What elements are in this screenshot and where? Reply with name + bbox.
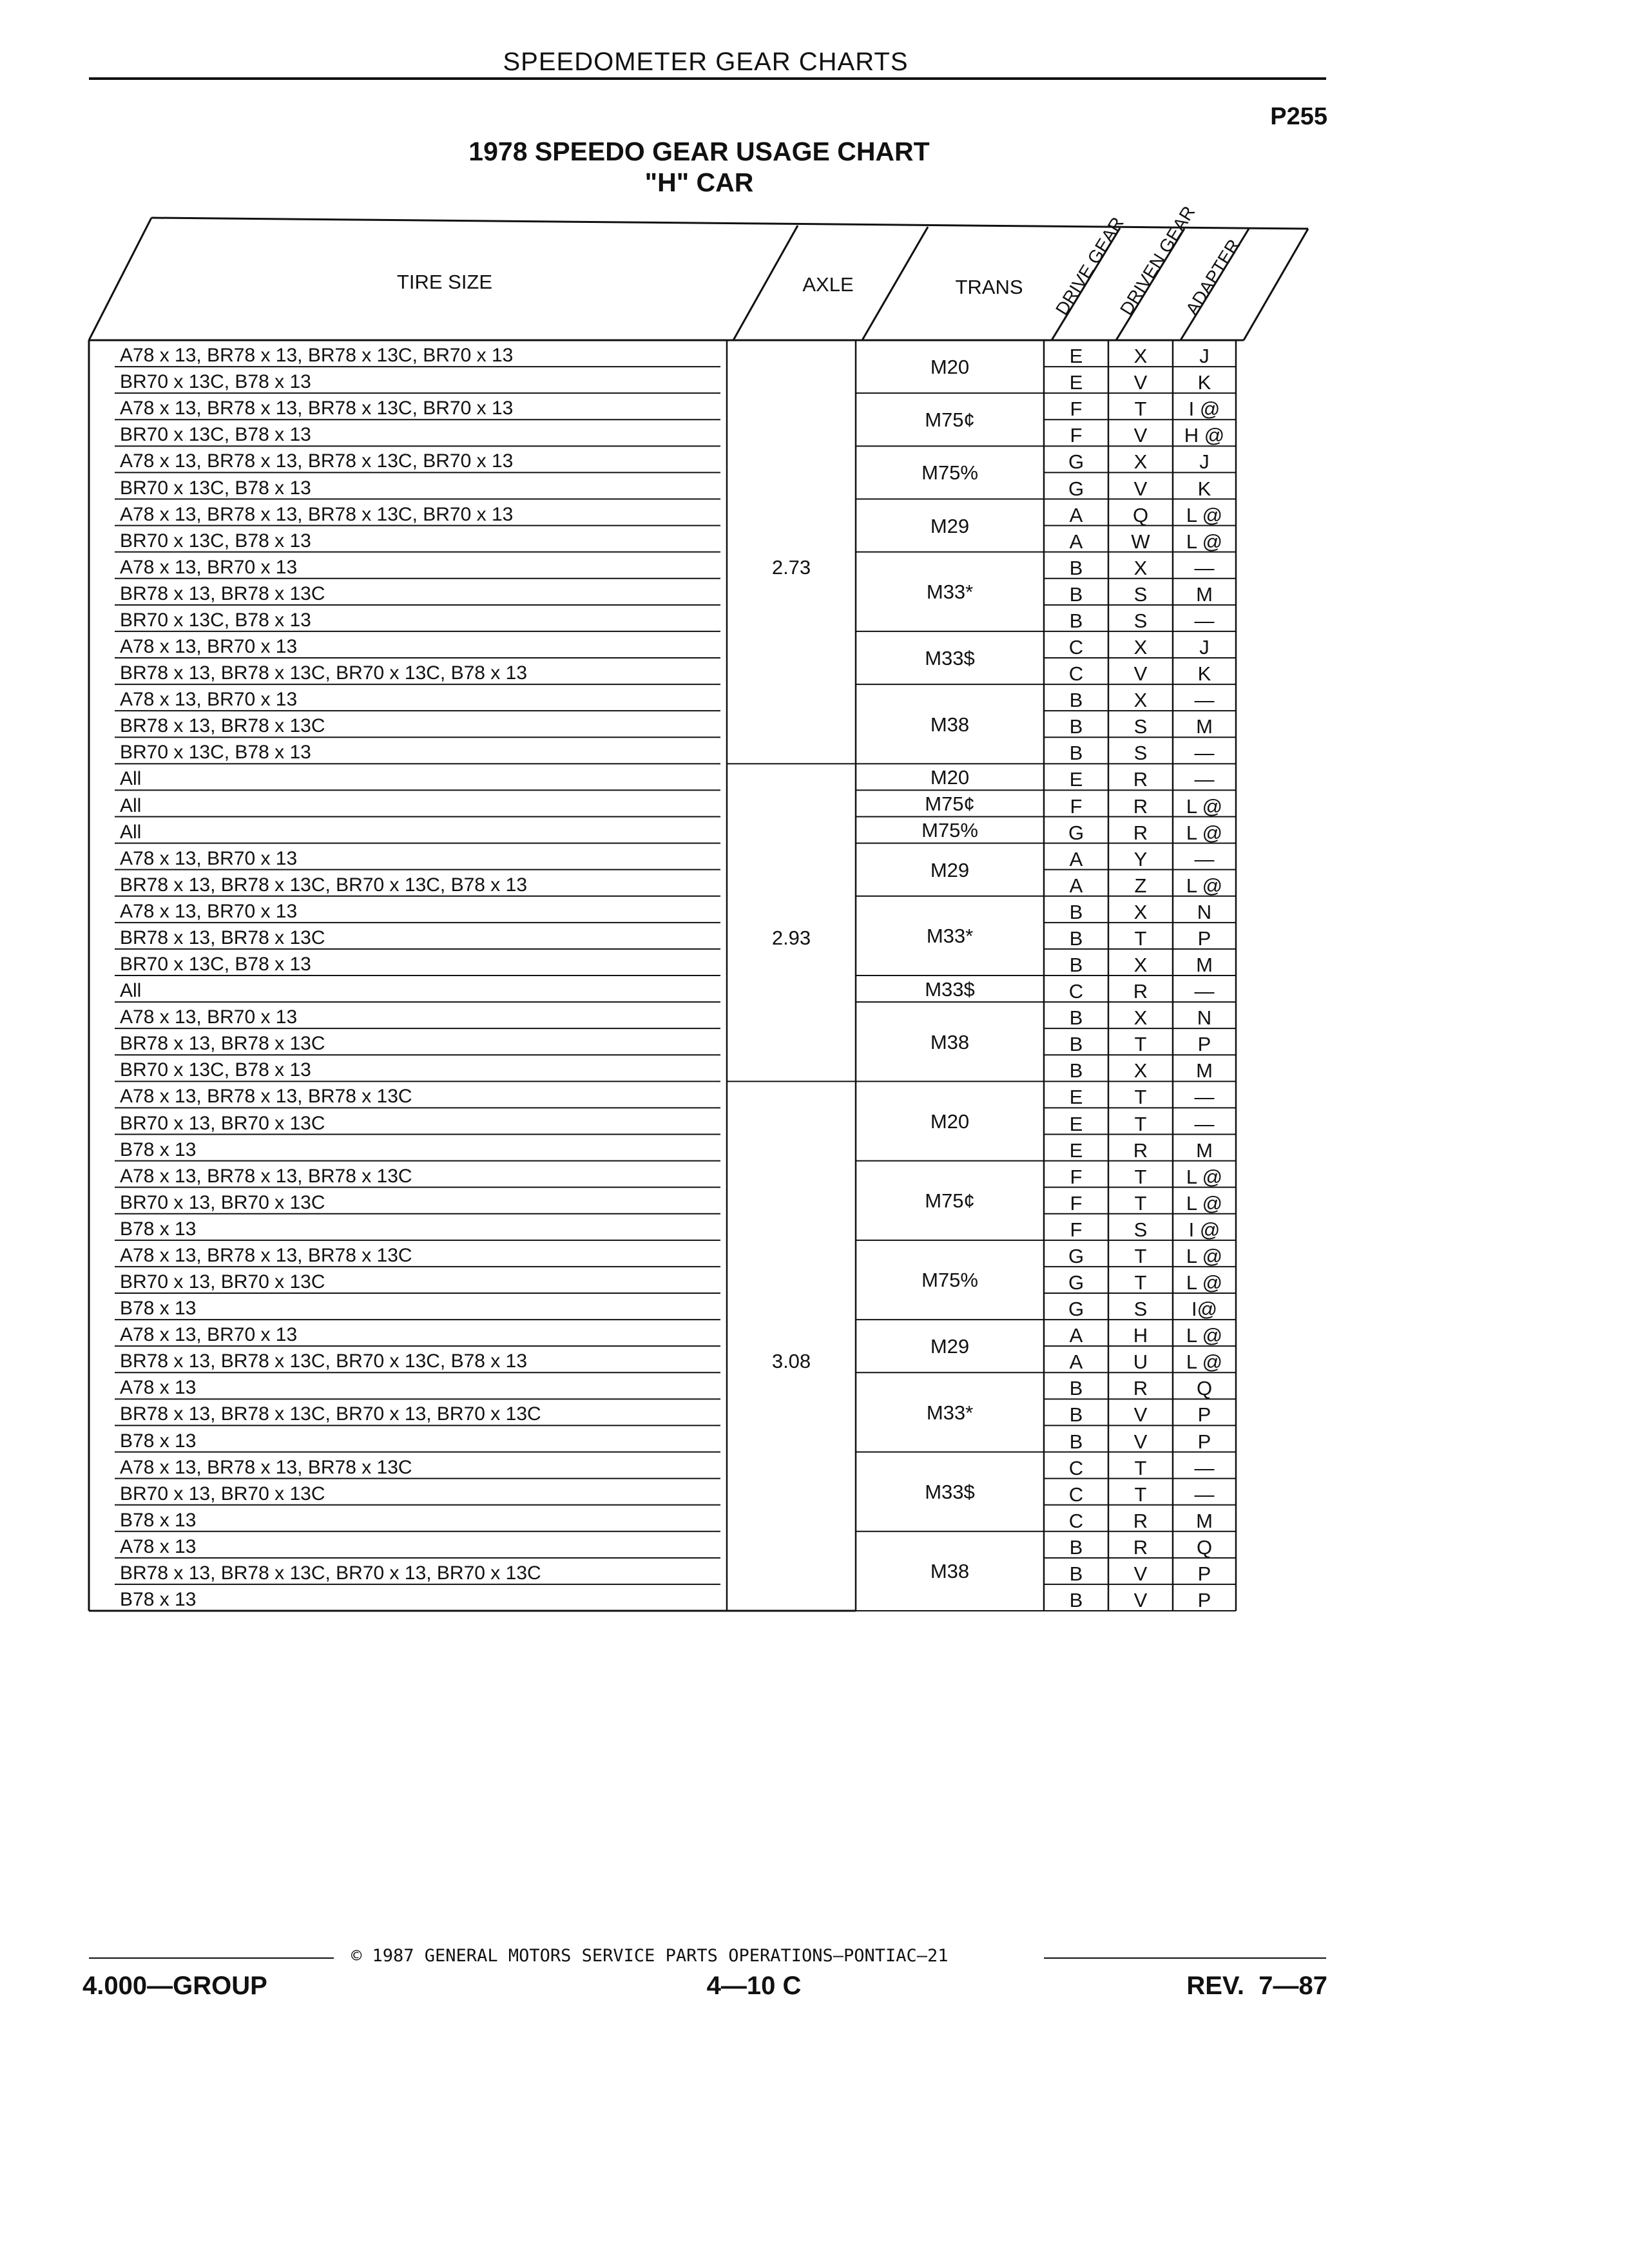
drive-gear-cell: C xyxy=(1068,980,1084,1003)
drive-gear-cell: B xyxy=(1069,954,1083,976)
adapter-cell: P xyxy=(1197,1430,1211,1453)
tire-size-cell: A78 x 13 xyxy=(120,1535,197,1557)
adapter-cell: P xyxy=(1197,1403,1211,1427)
driven-gear-cell: S xyxy=(1133,1218,1148,1241)
driven-gear-cell: V xyxy=(1133,1430,1148,1453)
adapter-cell: J xyxy=(1199,345,1210,368)
driven-gear-cell: X xyxy=(1133,345,1148,368)
drive-gear-cell: E xyxy=(1069,1139,1083,1162)
tire-size-cell: BR78 x 13, BR78 x 13C, BR70 x 13C, B78 x 13 xyxy=(120,662,528,684)
adapter-cell: Q xyxy=(1196,1377,1213,1400)
drive-gear-cell: B xyxy=(1069,927,1083,950)
tire-size-cell: A78 x 13, BR78 x 13, BR78 x 13C, BR70 x 13 xyxy=(120,398,514,419)
adapter-cell: — xyxy=(1194,980,1215,1003)
drive-gear-cell: B xyxy=(1069,1033,1083,1056)
driven-gear-cell: V xyxy=(1133,1403,1148,1427)
tire-size-cell: All xyxy=(120,980,142,1002)
tire-size-cell: B78 x 13 xyxy=(120,1218,197,1240)
adapter-cell: L @ xyxy=(1186,1191,1223,1215)
tire-size-cell: BR78 x 13, BR78 x 13C, BR70 x 13C, B78 x 13 xyxy=(120,874,528,896)
adapter-cell: L @ xyxy=(1186,821,1223,844)
driven-gear-cell: X xyxy=(1133,450,1148,474)
tire-size-cell: BR70 x 13C, B78 x 13 xyxy=(120,477,311,499)
adapter-cell: M xyxy=(1196,715,1213,738)
column-header-driven-gear: DRIVEN GEAR xyxy=(1116,202,1199,319)
driven-gear-cell: H xyxy=(1133,1324,1148,1347)
tire-size-cell: BR78 x 13, BR78 x 13C, BR70 x 13, BR70 x 13C xyxy=(120,1403,541,1425)
trans-cell: M75% xyxy=(921,1269,978,1292)
drive-gear-cell: F xyxy=(1070,1191,1083,1215)
drive-gear-cell: B xyxy=(1069,1562,1083,1585)
tire-size-cell: BR78 x 13, BR78 x 13C xyxy=(120,715,325,737)
footer-rule-left xyxy=(89,1957,334,1959)
trans-cell: M75¢ xyxy=(925,408,975,432)
tire-size-cell: BR70 x 13, BR70 x 13C xyxy=(120,1112,325,1134)
drive-gear-cell: C xyxy=(1068,1483,1084,1506)
driven-gear-cell: X xyxy=(1133,900,1148,923)
drive-gear-cell: B xyxy=(1069,1059,1083,1082)
drive-gear-cell: B xyxy=(1069,742,1083,765)
adapter-cell: K xyxy=(1197,662,1211,686)
adapter-cell: P xyxy=(1197,1589,1211,1611)
trans-cell: M38 xyxy=(930,1560,970,1583)
trans-cell: M38 xyxy=(930,713,970,736)
page-header-title: SPEEDOMETER GEAR CHARTS xyxy=(503,48,909,76)
tire-size-cell: A78 x 13, BR78 x 13, BR78 x 13C xyxy=(120,1086,412,1108)
driven-gear-cell: V xyxy=(1133,424,1148,447)
driven-gear-cell: T xyxy=(1134,927,1147,950)
driven-gear-cell: X xyxy=(1133,1006,1148,1030)
drive-gear-cell: B xyxy=(1069,1430,1083,1453)
adapter-cell: Q xyxy=(1196,1535,1213,1559)
drive-gear-cell: C xyxy=(1068,662,1084,686)
axle-cell: 3.08 xyxy=(771,1350,811,1373)
trans-cell: M33* xyxy=(926,581,974,604)
page-code: P255 xyxy=(1270,103,1327,130)
drive-gear-cell: E xyxy=(1069,768,1083,791)
tire-size-cell: BR70 x 13C, B78 x 13 xyxy=(120,424,311,446)
driven-gear-cell: S xyxy=(1133,1298,1148,1321)
trans-cell: M75% xyxy=(921,819,978,842)
driven-gear-cell: T xyxy=(1134,1033,1147,1056)
tire-size-cell: BR78 x 13, BR78 x 13C xyxy=(120,1033,325,1055)
driven-gear-cell: T xyxy=(1134,1271,1147,1294)
drive-gear-cell: B xyxy=(1069,689,1083,712)
adapter-cell: L @ xyxy=(1186,1350,1223,1374)
adapter-cell: L @ xyxy=(1186,530,1223,553)
adapter-cell: K xyxy=(1197,477,1211,500)
drive-gear-cell: E xyxy=(1069,1112,1083,1135)
tire-size-cell: All xyxy=(120,794,142,816)
adapter-cell: L @ xyxy=(1186,1165,1223,1188)
drive-gear-cell: F xyxy=(1070,794,1083,818)
tire-size-cell: BR70 x 13, BR70 x 13C xyxy=(120,1191,325,1213)
tire-size-cell: BR70 x 13, BR70 x 13C xyxy=(120,1271,325,1293)
tire-size-cell: A78 x 13, BR70 x 13 xyxy=(120,636,298,657)
tire-size-cell: BR78 x 13, BR78 x 13C xyxy=(120,582,325,604)
trans-cell: M33* xyxy=(926,925,974,948)
adapter-cell: M xyxy=(1196,1509,1213,1532)
adapter-cell: M xyxy=(1196,582,1213,606)
drive-gear-cell: A xyxy=(1069,503,1083,526)
driven-gear-cell: V xyxy=(1133,1562,1148,1585)
tire-size-cell: BR70 x 13C, B78 x 13 xyxy=(120,742,311,764)
drive-gear-cell: E xyxy=(1069,1086,1083,1109)
driven-gear-cell: Y xyxy=(1133,847,1148,870)
tire-size-cell: A78 x 13, BR70 x 13 xyxy=(120,1324,298,1346)
column-header-drive-gear: DRIVE GEAR xyxy=(1052,213,1128,319)
column-header-trans: TRANS xyxy=(955,276,1023,298)
tire-size-cell: A78 x 13, BR78 x 13, BR78 x 13C, BR70 x 13 xyxy=(120,345,514,367)
tire-size-cell: BR70 x 13C, B78 x 13 xyxy=(120,1059,311,1081)
drive-gear-cell: A xyxy=(1069,874,1083,897)
column-header-axle: AXLE xyxy=(802,273,854,296)
driven-gear-cell: S xyxy=(1133,582,1148,606)
tire-size-cell: BR70 x 13C, B78 x 13 xyxy=(120,530,311,552)
driven-gear-cell: T xyxy=(1134,1112,1147,1135)
adapter-cell: — xyxy=(1194,742,1215,765)
drive-gear-cell: F xyxy=(1070,398,1083,421)
tire-size-cell: B78 x 13 xyxy=(120,1430,197,1452)
tire-size-cell: A78 x 13, BR78 x 13, BR78 x 13C xyxy=(120,1456,412,1478)
tire-size-cell: BR70 x 13C, B78 x 13 xyxy=(120,954,311,975)
adapter-cell: — xyxy=(1194,768,1215,791)
drive-gear-cell: C xyxy=(1068,1509,1084,1532)
adapter-cell: H @ xyxy=(1184,424,1225,447)
adapter-cell: — xyxy=(1194,1456,1215,1479)
footer-rule-right xyxy=(1044,1957,1326,1959)
tire-size-cell: A78 x 13, BR78 x 13, BR78 x 13C xyxy=(120,1244,412,1266)
driven-gear-cell: X xyxy=(1133,556,1148,579)
driven-gear-cell: T xyxy=(1134,1191,1147,1215)
adapter-cell: — xyxy=(1194,1483,1215,1506)
footer-section: 4—10 C xyxy=(706,1972,802,2000)
drive-gear-cell: B xyxy=(1069,1377,1083,1400)
tire-size-cell: A78 x 13, BR78 x 13, BR78 x 13C, BR70 x 13 xyxy=(120,503,514,525)
drive-gear-cell: B xyxy=(1069,1535,1083,1559)
tire-size-cell: A78 x 13, BR70 x 13 xyxy=(120,689,298,711)
adapter-cell: L @ xyxy=(1186,1244,1223,1267)
tire-size-cell: B78 x 13 xyxy=(120,1589,197,1610)
drive-gear-cell: G xyxy=(1068,477,1084,500)
driven-gear-cell: S xyxy=(1133,609,1148,632)
tire-size-cell: BR78 x 13, BR78 x 13C, BR70 x 13C, B78 x 13 xyxy=(120,1350,528,1372)
adapter-cell: — xyxy=(1194,556,1215,579)
driven-gear-cell: T xyxy=(1134,1086,1147,1109)
footer-group: 4.000—GROUP xyxy=(82,1972,267,2000)
trans-cell: M29 xyxy=(930,1335,970,1358)
drive-gear-cell: G xyxy=(1068,1244,1084,1267)
drive-gear-cell: B xyxy=(1069,556,1083,579)
tire-size-cell: A78 x 13, BR78 x 13, BR78 x 13C xyxy=(120,1165,412,1187)
drive-gear-cell: B xyxy=(1069,1006,1083,1030)
driven-gear-cell: X xyxy=(1133,954,1148,976)
adapter-cell: — xyxy=(1194,1086,1215,1109)
drive-gear-cell: C xyxy=(1068,1456,1084,1479)
tire-size-cell: B78 x 13 xyxy=(120,1298,197,1320)
trans-cell: M20 xyxy=(930,1110,970,1133)
drive-gear-cell: F xyxy=(1070,1165,1083,1188)
driven-gear-cell: T xyxy=(1134,1483,1147,1506)
adapter-cell: K xyxy=(1197,371,1211,394)
tire-size-cell: A78 x 13 xyxy=(120,1377,197,1399)
adapter-cell: P xyxy=(1197,1562,1211,1585)
adapter-cell: M xyxy=(1196,1139,1213,1162)
trans-cell: M29 xyxy=(930,514,970,537)
adapter-cell: — xyxy=(1194,609,1215,632)
tire-size-cell: All xyxy=(120,768,142,790)
tire-size-cell: B78 x 13 xyxy=(120,1509,197,1531)
tire-size-cell: BR78 x 13, BR78 x 13C xyxy=(120,927,325,948)
driven-gear-cell: R xyxy=(1133,1509,1148,1532)
adapter-cell: N xyxy=(1197,900,1212,923)
driven-gear-cell: V xyxy=(1133,477,1148,500)
adapter-cell: — xyxy=(1194,689,1215,712)
tire-size-cell: BR70 x 13C, B78 x 13 xyxy=(120,609,311,631)
tire-size-cell: A78 x 13, BR70 x 13 xyxy=(120,900,298,922)
adapter-cell: I @ xyxy=(1188,1218,1220,1241)
tire-size-cell: B78 x 13 xyxy=(120,1139,197,1160)
adapter-cell: L @ xyxy=(1186,503,1223,526)
driven-gear-cell: R xyxy=(1133,1377,1148,1400)
driven-gear-cell: R xyxy=(1133,1139,1148,1162)
driven-gear-cell: Q xyxy=(1132,503,1149,526)
tire-size-cell: A78 x 13, BR70 x 13 xyxy=(120,556,298,578)
trans-cell: M33$ xyxy=(925,977,975,1001)
tire-size-cell: BR70 x 13C, B78 x 13 xyxy=(120,371,311,393)
driven-gear-cell: R xyxy=(1133,821,1148,844)
drive-gear-cell: B xyxy=(1069,582,1083,606)
drive-gear-cell: A xyxy=(1069,1324,1083,1347)
adapter-cell: J xyxy=(1199,450,1210,474)
adapter-cell: L @ xyxy=(1186,794,1223,818)
driven-gear-cell: X xyxy=(1133,689,1148,712)
trans-cell: M75% xyxy=(921,461,978,485)
drive-gear-cell: B xyxy=(1069,1589,1083,1611)
driven-gear-cell: W xyxy=(1131,530,1150,553)
adapter-cell: L @ xyxy=(1186,874,1223,897)
driven-gear-cell: U xyxy=(1133,1350,1148,1374)
drive-gear-cell: G xyxy=(1068,1298,1084,1321)
drive-gear-cell: E xyxy=(1069,345,1083,368)
drive-gear-cell: B xyxy=(1069,609,1083,632)
chart-title: 1978 SPEEDO GEAR USAGE CHART xyxy=(468,137,930,166)
drive-gear-cell: A xyxy=(1069,530,1083,553)
driven-gear-cell: T xyxy=(1134,1165,1147,1188)
drive-gear-cell: A xyxy=(1069,1350,1083,1374)
driven-gear-cell: R xyxy=(1133,980,1148,1003)
tire-size-cell: A78 x 13, BR78 x 13, BR78 x 13C, BR70 x 13 xyxy=(120,450,514,472)
tire-size-cell: BR70 x 13, BR70 x 13C xyxy=(120,1483,325,1504)
adapter-cell: M xyxy=(1196,1059,1213,1082)
chart-subtitle: "H" CAR xyxy=(644,168,754,197)
drive-gear-cell: B xyxy=(1069,900,1083,923)
adapter-cell: L @ xyxy=(1186,1324,1223,1347)
driven-gear-cell: X xyxy=(1133,636,1148,658)
drive-gear-cell: A xyxy=(1069,847,1083,870)
tire-size-cell: BR78 x 13, BR78 x 13C, BR70 x 13, BR70 x 13C xyxy=(120,1562,541,1584)
adapter-cell: I@ xyxy=(1191,1298,1218,1321)
trans-cell: M20 xyxy=(930,356,970,379)
adapter-cell: M xyxy=(1196,954,1213,976)
trans-cell: M75¢ xyxy=(925,792,975,815)
drive-gear-cell: E xyxy=(1069,371,1083,394)
driven-gear-cell: V xyxy=(1133,662,1148,686)
axle-cell: 2.93 xyxy=(771,926,811,949)
trans-cell: M29 xyxy=(930,858,970,881)
driven-gear-cell: T xyxy=(1134,1456,1147,1479)
adapter-cell: P xyxy=(1197,1033,1211,1056)
driven-gear-cell: S xyxy=(1133,715,1148,738)
driven-gear-cell: V xyxy=(1133,371,1148,394)
driven-gear-cell: T xyxy=(1134,1244,1147,1267)
drive-gear-cell: G xyxy=(1068,450,1084,474)
trans-cell: M75¢ xyxy=(925,1189,975,1213)
driven-gear-cell: Z xyxy=(1134,874,1147,897)
trans-cell: M33$ xyxy=(925,1481,975,1504)
driven-gear-cell: T xyxy=(1134,398,1147,421)
footer-revision: REV. 7—87 xyxy=(1186,1972,1327,2000)
column-header-adapter: ADAPTER xyxy=(1182,235,1244,319)
footer-copyright: © 1987 GENERAL MOTORS SERVICE PARTS OPERATIONS—PONTIAC—21 xyxy=(351,1946,949,1966)
trans-cell: M33* xyxy=(926,1401,974,1424)
trans-cell: M20 xyxy=(930,765,970,789)
drive-gear-cell: G xyxy=(1068,821,1084,844)
axle-cell: 2.73 xyxy=(771,555,811,579)
drive-gear-cell: C xyxy=(1068,636,1084,658)
adapter-cell: P xyxy=(1197,927,1211,950)
drive-gear-cell: B xyxy=(1069,715,1083,738)
tire-size-cell: A78 x 13, BR70 x 13 xyxy=(120,1006,298,1028)
driven-gear-cell: R xyxy=(1133,1535,1148,1559)
trans-cell: M38 xyxy=(930,1030,970,1053)
adapter-cell: I @ xyxy=(1188,398,1220,421)
adapter-cell: L @ xyxy=(1186,1271,1223,1294)
trans-cell: M33$ xyxy=(925,647,975,669)
drive-gear-cell: F xyxy=(1070,1218,1083,1241)
adapter-cell: — xyxy=(1194,1112,1215,1135)
driven-gear-cell: R xyxy=(1133,768,1148,791)
adapter-cell: J xyxy=(1199,636,1210,658)
tire-size-cell: A78 x 13, BR70 x 13 xyxy=(120,847,298,869)
adapter-cell: — xyxy=(1194,847,1215,870)
tire-size-cell: All xyxy=(120,821,142,843)
driven-gear-cell: S xyxy=(1133,742,1148,765)
driven-gear-cell: X xyxy=(1133,1059,1148,1082)
adapter-cell: N xyxy=(1197,1006,1212,1030)
column-header-tire-size: TIRE SIZE xyxy=(396,271,493,293)
driven-gear-cell: V xyxy=(1133,1589,1148,1611)
drive-gear-cell: G xyxy=(1068,1271,1084,1294)
drive-gear-cell: B xyxy=(1069,1403,1083,1427)
driven-gear-cell: R xyxy=(1133,794,1148,818)
drive-gear-cell: F xyxy=(1070,424,1083,447)
